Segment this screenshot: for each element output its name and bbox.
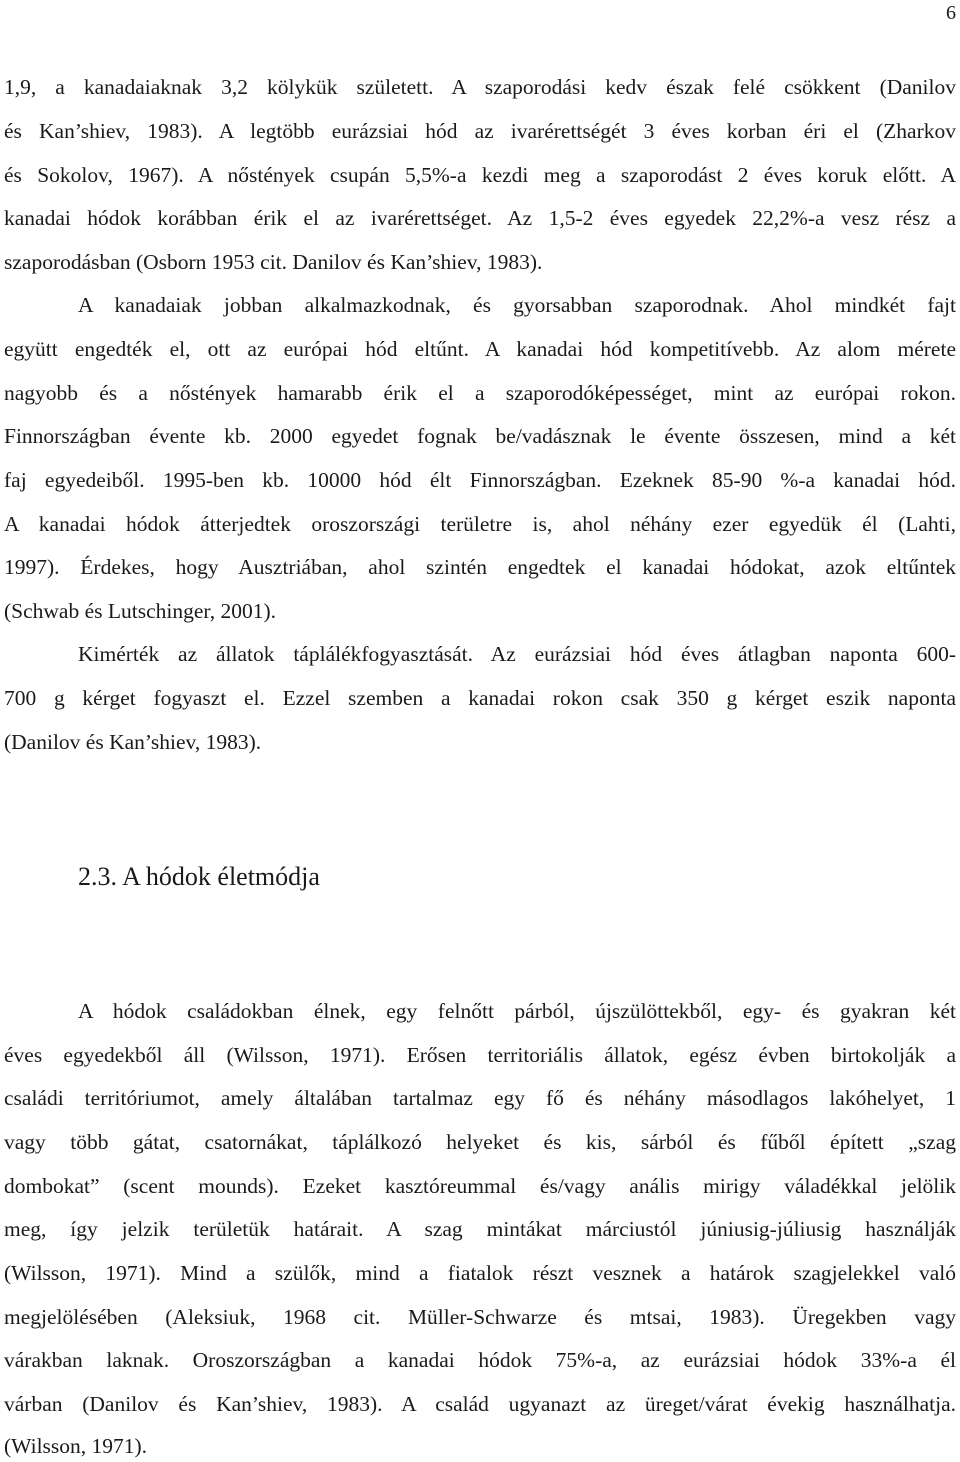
page-number: 6 [946, 2, 956, 24]
text-line: (Wilsson, 1971). [4, 1434, 148, 1458]
text-line: megjelölésében (Aleksiuk, 1968 cit. Müller-Schwarze és mtsai, 1983). Üregekben vagy [4, 1305, 956, 1329]
text-line: (Wilsson, 1971). Mind a szülők, mind a fiatalok részt vesznek a határok szagjelekkel való [4, 1261, 956, 1285]
text-line: nagyobb és a nőstények hamarabb érik el a szaporodóképességet, mint az európai rokon. [4, 381, 956, 405]
text-line: A kanadai hódok átterjedtek oroszországi területre is, ahol néhány ezer egyedük él (Lahti, [4, 512, 956, 536]
text-line: Kimérték az állatok táplálékfogyasztását. Az eurázsiai hód éves átlagban naponta 600- [78, 642, 956, 666]
text-line: 1,9, a kanadaiaknak 3,2 kölykük született. A szaporodási kedv észak felé csökkent (Danilov [4, 75, 956, 99]
text-line: kanadai hódok korábban érik el az ivarérettséget. Az 1,5-2 éves egyedek 22,2%-a vesz rész a [4, 206, 956, 230]
text-line: (Schwab és Lutschinger, 2001). [4, 599, 277, 623]
section-heading: 2.3. A hódok életmódja [78, 862, 320, 891]
text-line: 700 g kérget fogyaszt el. Ezzel szemben a kanadai rokon csak 350 g kérget eszik naponta [4, 686, 956, 710]
text-line: dombokat” (scent mounds). Ezeket kasztóreummal és/vagy anális mirigy váladékkal jelölik [4, 1174, 956, 1198]
text-line: faj egyedeiből. 1995-ben kb. 10000 hód élt Finnországban. Ezeknek 85-90 %-a kanadai hód. [4, 468, 956, 492]
text-line: együtt engedték el, ott az európai hód eltűnt. A kanadai hód kompetitívebb. Az alom mérete [4, 337, 956, 361]
text-line: vagy több gátat, csatornákat, táplálkozó helyeket és kis, sárból és fűből épített „szag [4, 1130, 956, 1154]
text-line: és Sokolov, 1967). A nőstények csupán 5,5%-a kezdi meg a szaporodást 2 éves koruk előtt. A [4, 163, 956, 187]
text-line: és Kan’shiev, 1983). A legtöbb eurázsiai hód az ivarérettségét 3 éves korban éri el (Zharkov [4, 119, 956, 143]
text-line: Finnországban évente kb. 2000 egyedet fognak be/vadásznak le évente összesen, mind a két [4, 424, 956, 448]
text-line: várakban laknak. Oroszországban a kanadai hódok 75%-a, az eurázsiai hódok 33%-a él [4, 1348, 956, 1372]
text-line: 1997). Érdekes, hogy Ausztriában, ahol szintén engedtek el kanadai hódokat, azok eltűntek [4, 555, 956, 579]
text-line: szaporodásban (Osborn 1953 cit. Danilov és Kan’shiev, 1983). [4, 250, 543, 274]
text-line: várban (Danilov és Kan’shiev, 1983). A család ugyanazt az üreget/várat évekig használhatja. [4, 1392, 956, 1416]
text-line: meg, így jelzik területük határait. A szag mintákat márciustól júniusig-júliusig használják [4, 1217, 956, 1241]
text-line: (Danilov és Kan’shiev, 1983). [4, 730, 262, 754]
text-line: éves egyedekből áll (Wilsson, 1971). Erősen territoriális állatok, egész évben birtokolják a [4, 1043, 956, 1067]
text-line: családi territóriumot, amely általában tartalmaz egy fő és néhány másodlagos lakóhelyet, 1 [4, 1086, 956, 1110]
text-line: A kanadaiak jobban alkalmazkodnak, és gyorsabban szaporodnak. Ahol mindkét fajt [78, 293, 956, 317]
text-line: A hódok családokban élnek, egy felnőtt párból, újszülöttekből, egy- és gyakran két [78, 999, 956, 1023]
